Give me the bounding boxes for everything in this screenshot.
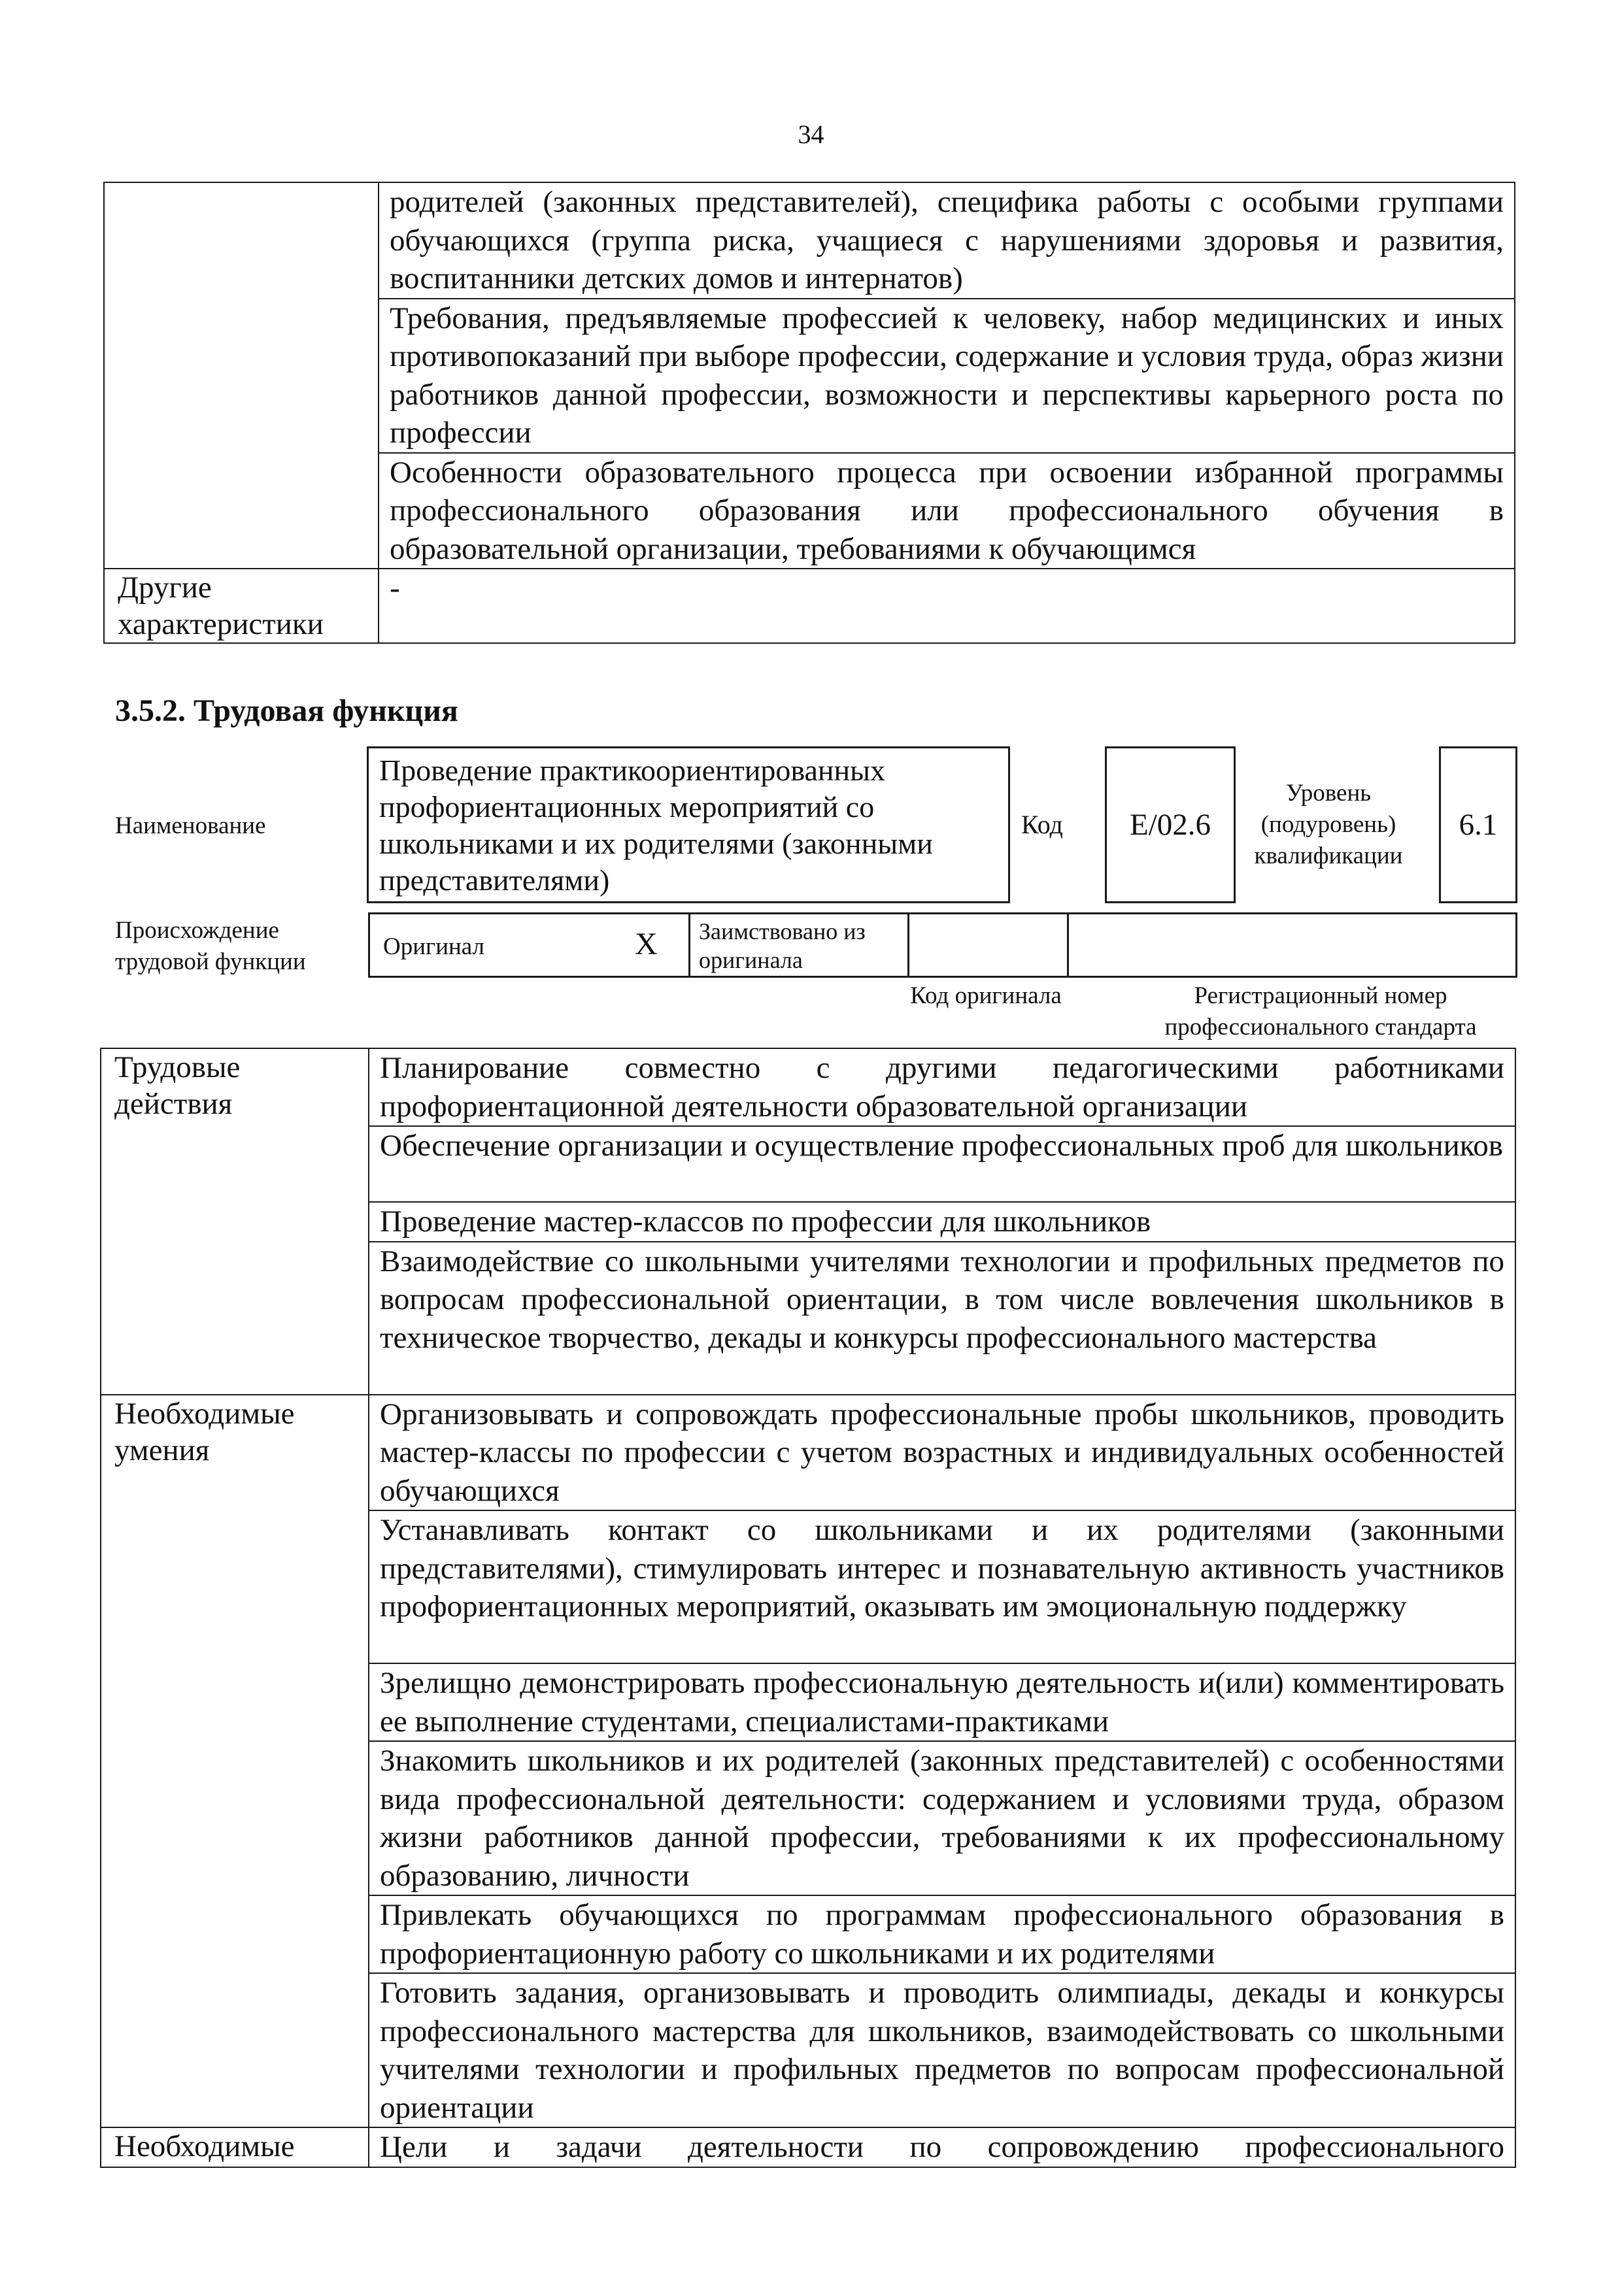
origin-row bbox=[368, 912, 1517, 978]
divider bbox=[1067, 914, 1069, 976]
original-code-caption: Код оригинала bbox=[910, 982, 1062, 1009]
origin-label: Происхождение трудовой функции bbox=[115, 917, 306, 975]
other-characteristics-label: Другие характеристики bbox=[104, 569, 379, 643]
labor-action: Взаимодействие со школьными учителями технологии и профильных предметов по вопросам профессиональной ориентации, в том числе вовлечения школьников в техническое творчество, декады и конкурсы профессионального мастерства bbox=[369, 1242, 1515, 1395]
level-label: Уровень (подуровень) квалификации bbox=[1254, 780, 1403, 869]
divider bbox=[907, 914, 909, 976]
requirement-text: родителей (законных представителей), специфика работы с особыми группами обучающихся (группа риска, учащиеся с нарушениями здоровья и развития, воспитанники детских домов и интернатов) bbox=[379, 182, 1515, 299]
skill: Устанавливать контакт со школьниками и их родителями (законными представителями), стимулировать интерес и познавательную активность участников профориентационных мероприятий, оказывать им эмоциональную поддержку bbox=[369, 1510, 1515, 1663]
skill: Зрелищно демонстрировать профессиональную деятельность и(или) комментировать ее выполнение студентами, специалистами-практиками bbox=[369, 1663, 1515, 1741]
labor-function-table bbox=[100, 1048, 1516, 2168]
labor-action: Планирование совместно с другими педагогическими работниками профориентационной деятельности образовательной организации bbox=[369, 1048, 1515, 1126]
continuation-table bbox=[103, 182, 1515, 644]
name-label: Наименование bbox=[115, 812, 266, 839]
skills-label: Необходимые умения bbox=[101, 1395, 369, 2128]
function-name: Проведение практикоориентированных профориентационных мероприятий со школьниками и их родителями (законными представителями) bbox=[379, 754, 933, 897]
divider bbox=[688, 914, 690, 976]
table-row bbox=[101, 1048, 1515, 1126]
code-value: E/02.6 bbox=[1129, 808, 1211, 842]
skill: Организовывать и сопровождать профессиональные пробы школьников, проводить мастер-классы по профессии с учетом возрастных и индивидуальных особенностей обучающихся bbox=[369, 1395, 1515, 1511]
table-row bbox=[104, 182, 1515, 299]
requirement-text: Особенности образовательного процесса при освоении избранной программы профессионального образования или профессионального обучения в образовательной организации, требованиями к обучающимся bbox=[379, 453, 1515, 569]
skill: Готовить задания, организовывать и проводить олимпиады, декады и конкурсы профессионального мастерства для школьников, взаимодействовать со школьными учителями технологии и профильных предметов по вопросам профессиональной ориентации bbox=[369, 1973, 1515, 2127]
function-name-box bbox=[367, 746, 1010, 903]
other-characteristics-value: - bbox=[379, 569, 1515, 643]
skill: Привлекать обучающихся по программам профессионального образования в профориентационную работу со школьниками и их родителями bbox=[369, 1895, 1515, 1973]
page-number: 34 bbox=[798, 120, 824, 149]
code-value-box bbox=[1105, 746, 1236, 903]
code-label: Код bbox=[1021, 810, 1063, 839]
labor-action: Обеспечение организации и осуществление профессиональных проб для школьников bbox=[369, 1126, 1515, 1202]
knowledge-item: Цели и задачи деятельности по сопровождению профессионального bbox=[369, 2127, 1515, 2167]
original-mark: X bbox=[635, 927, 658, 961]
labor-actions-label: Трудовые действия bbox=[101, 1048, 369, 1395]
table-row bbox=[101, 2127, 1515, 2167]
table-row bbox=[104, 569, 1515, 643]
section-heading: 3.5.2. Трудовая функция bbox=[115, 693, 458, 728]
labor-action: Проведение мастер-классов по профессии для школьников bbox=[369, 1202, 1515, 1242]
empty-label-cell bbox=[104, 182, 379, 569]
requirement-text: Требования, предъявляемые профессией к человеку, набор медицинских и иных противопоказаний при выборе профессии, содержание и условия труда, образ жизни работников данной профессии, возможности и перспективы карьерного роста по профессии bbox=[379, 299, 1515, 453]
borrowed-label: Заимствовано из оригинала bbox=[699, 918, 866, 973]
table-row bbox=[101, 1395, 1515, 1511]
knowledge-label: Необходимые bbox=[101, 2127, 369, 2167]
level-value: 6.1 bbox=[1459, 808, 1498, 842]
skill: Знакомить школьников и их родителей (законных представителей) с особенностями вида профессиональной деятельности: содержанием и условиями труда, образом жизни работников данной профессии, требованиями к их профессиональному образованию, личности bbox=[369, 1741, 1515, 1895]
registration-number-caption: Регистрационный номер профессионального стандарта bbox=[1164, 982, 1477, 1040]
level-value-box bbox=[1439, 746, 1517, 903]
original-label: Оригинал bbox=[383, 933, 485, 960]
